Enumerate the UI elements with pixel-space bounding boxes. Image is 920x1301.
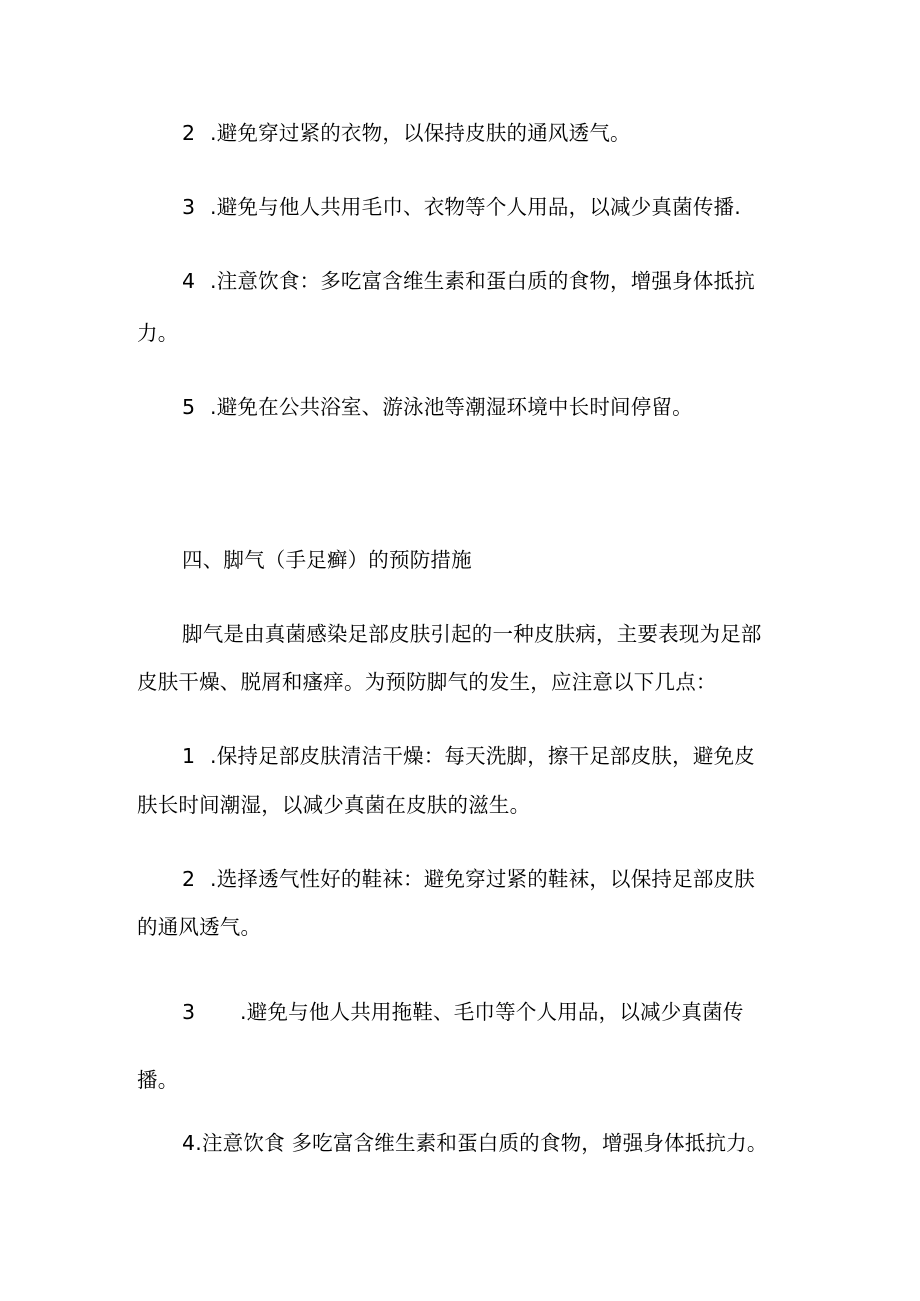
item-number: 1 — [182, 744, 196, 768]
item-text: .注意饮食 多吃富含维生素和蛋白质的食物，增强身体抵抗力。 — [195, 1131, 768, 1155]
paragraph-line: 脚气是由真菌感染足部皮肤引起的一种皮肤病，主要表现为足部 — [182, 622, 762, 646]
item-number: 4 — [182, 1131, 196, 1155]
list-item — [182, 1002, 744, 1023]
list-item — [182, 869, 755, 890]
item-text: .避免穿过紧的衣物，以保持皮肤的通风透气。 — [210, 121, 631, 145]
item-number: 2 — [182, 867, 196, 891]
item-number: 2 — [182, 121, 196, 145]
item-continuation: 肤长时间潮湿，以减少真菌在皮肤的滋生。 — [137, 793, 531, 817]
item-text: .保持足部皮肤清洁干燥：每天洗脚，擦干足部皮肤，避免皮 — [210, 744, 755, 768]
paragraph-line: 皮肤干燥、脱屑和瘙痒。为预防脚气的发生，应注意以下几点： — [137, 670, 717, 694]
section-heading: 四、脚气（手足癣）的预防措施 — [182, 548, 472, 572]
item-continuation: 力。 — [137, 321, 179, 345]
list-item — [182, 197, 741, 218]
item-number: 4 — [182, 269, 196, 293]
list-item — [182, 746, 755, 767]
list-item — [182, 397, 693, 418]
list-item — [182, 123, 631, 144]
item-text: .避免在公共浴室、游泳池等潮湿环境中长时间停留。 — [210, 395, 693, 419]
list-item — [182, 271, 755, 292]
item-text: .避免与他人共用毛巾、衣物等个人用品，以减少真菌传播. — [210, 195, 741, 219]
item-continuation: 播。 — [137, 1068, 179, 1092]
list-item — [182, 1133, 768, 1154]
item-text: .注意饮食：多吃富含维生素和蛋白质的食物，增强身体抵抗 — [210, 269, 755, 293]
item-number: 3 — [182, 195, 196, 219]
item-text: .选择透气性好的鞋袜：避免穿过紧的鞋袜，以保持足部皮肤 — [210, 867, 755, 891]
item-number: 3 — [182, 1000, 196, 1024]
item-text: .避免与他人共用拖鞋、毛巾等个人用品，以减少真菌传 — [240, 1000, 744, 1024]
item-number: 5 — [182, 395, 196, 419]
item-continuation: 的通风透气。 — [137, 915, 262, 939]
